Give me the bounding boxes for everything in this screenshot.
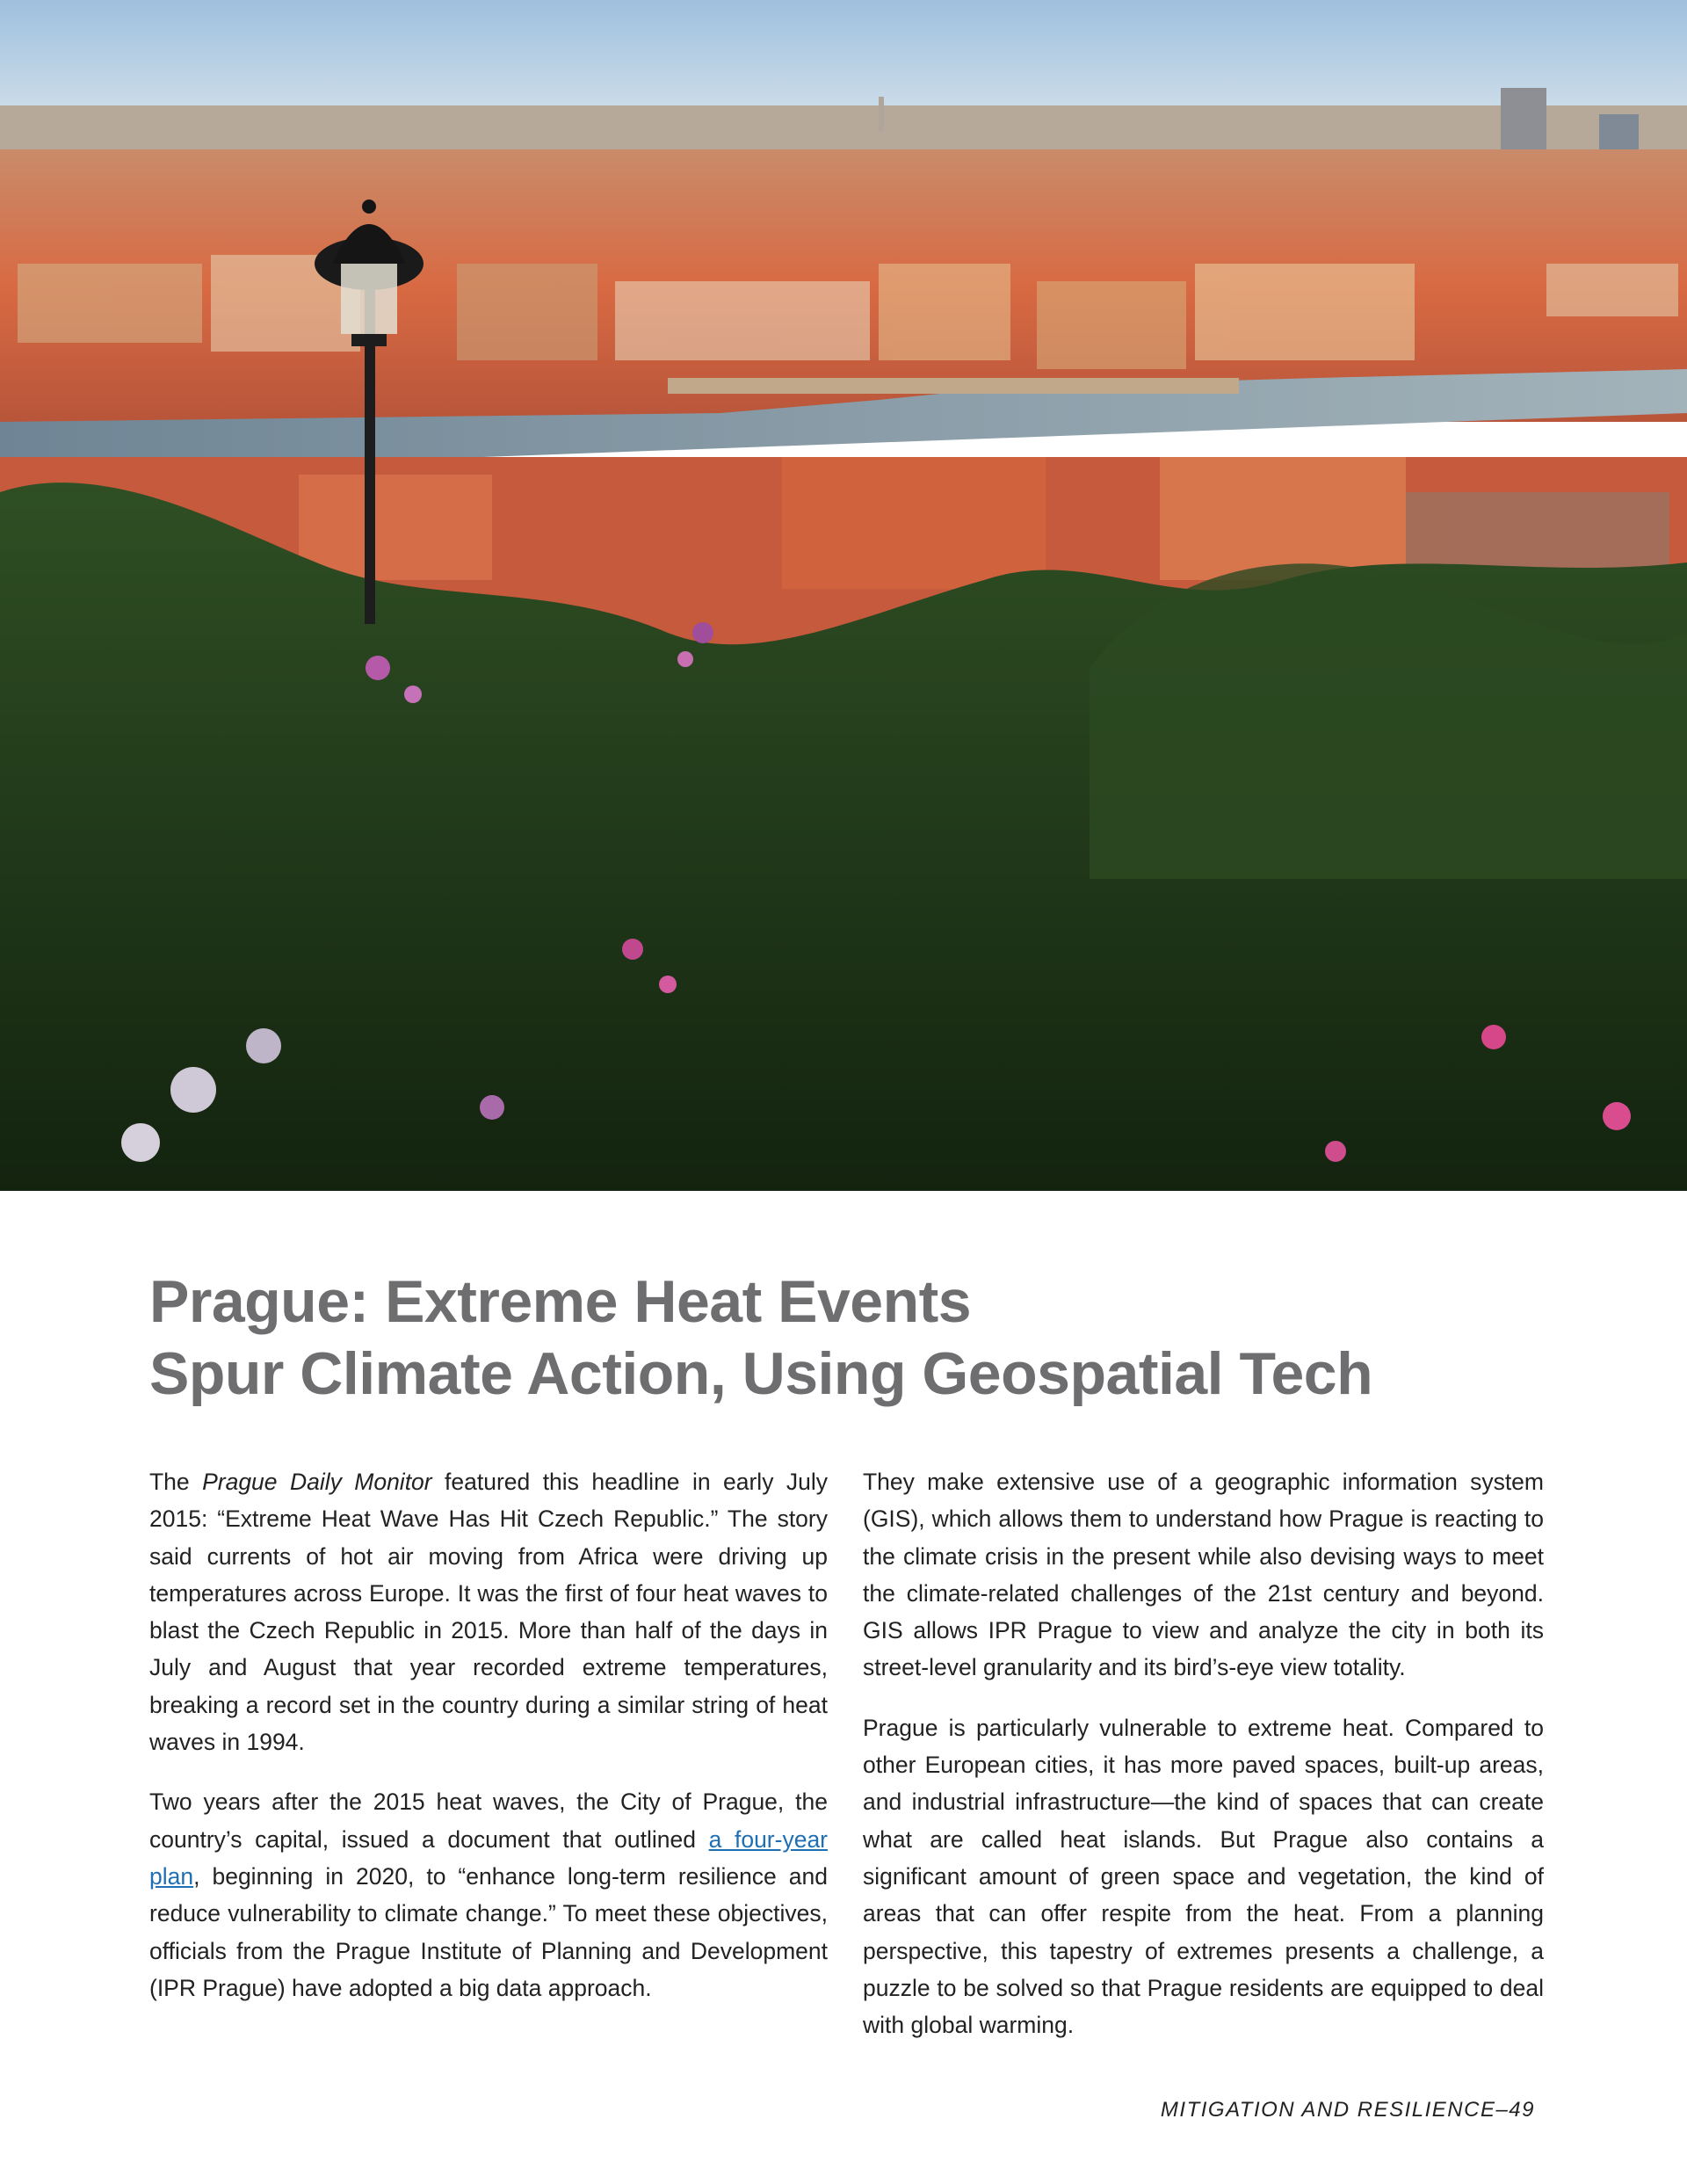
headline-line-1: Prague: Extreme Heat Events [149,1268,972,1335]
p2-intro-text: Two years after the 2015 heat waves, the City of Prague, the country’s capital, issued a document that outlined [149,1789,828,1853]
page-folio: MITIGATION AND RESILIENCE–49 [1160,2098,1535,2122]
left-text-column [149,1463,828,2006]
publication-title: Prague Daily Monitor [202,1469,432,1495]
four-year-plan-link[interactable]: a four-year plan [149,1825,829,1890]
article-headline [149,1266,1555,1410]
right-text-column [863,1463,1544,2043]
p1-body-text: featured this headline in early July 2015: “Extreme Heat Wave Has Hit Czech Republic.” The story said currents of hot air moving from Africa were driving up temperatures across Europe. It was the first of four heat waves to blast the Czech Republic in 2015. More than half of the days in July and August that year recorded extreme temperatures, breaking a record set in the country during a similar string of heat waves in 1994. [149,1469,828,1756]
p2-body-text: , beginning in 2020, to “enhance long-term resilience and reduce vulnerability to climate change.” To meet these objectives, officials from the Prague Institute of Planning and Development (IPR Prague) have adopted a big data approach. [149,1862,828,2001]
p1-intro-text: The [149,1469,203,1495]
left-paragraph-1 [149,1463,828,1760]
right-paragraph-2: Prague is particularly vulnerable to extreme heat. Compared to other European cities, it has more paved spaces, built-up areas, and industrial infrastructure—the kind of spaces that can create what are called heat islands. But Prague also contains a significant amount of green space and vegetation, the kind of areas that can offer respite from the heat. From a planning perspective, this tapestry of extremes presents a challenge, a puzzle to be solved so that Prague residents are equipped to deal with global warming. [863,1714,1544,2039]
headline-line-2: Spur Climate Action, Using Geospatial Tech [149,1340,1373,1407]
right-paragraph-1: They make extensive use of a geographic information system (GIS), which allows them to understand how Prague is reacting to the climate crisis in the present while also devising ways to meet the climate-related challenges of the 21st century and beyond. GIS allows IPR Prague to view and analyze the city in both its street-level granularity and its bird’s-eye view totality. [863,1469,1544,1681]
left-paragraph-2 [149,1783,828,2006]
